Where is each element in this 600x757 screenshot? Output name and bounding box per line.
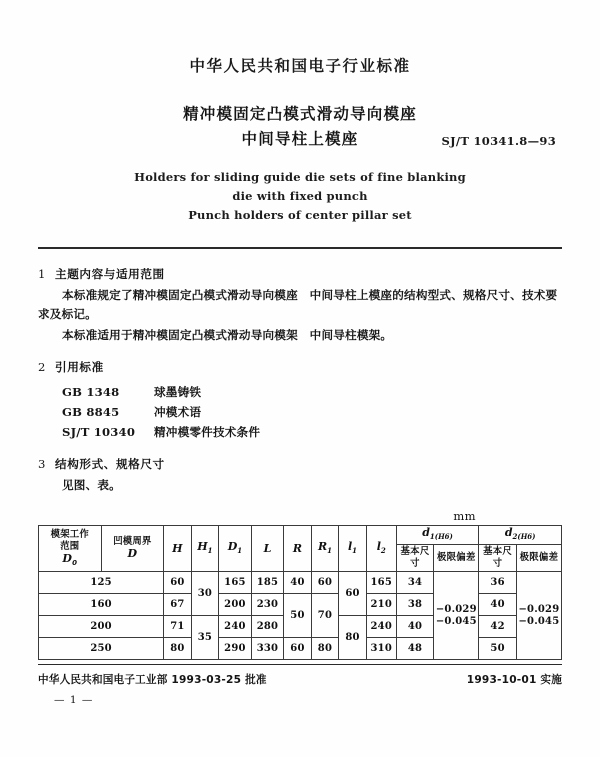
cell-l2: 165	[366, 572, 396, 594]
cell-H: 60	[164, 572, 192, 594]
footer-approval: 中华人民共和国电子工业部 1993-03-25 批准	[38, 674, 267, 686]
document-header	[0, 0, 600, 225]
col-header-l1-subscript: 1	[352, 545, 357, 555]
cell-l1: 60	[339, 572, 367, 616]
cell-l1: 80	[339, 616, 367, 660]
cell-D1: 165	[219, 572, 252, 594]
clause-1-paragraph-1: 本标准规定了精冲模固定凸模式滑动导向模座 中间导柱上模座的结构型式、规格尺寸、技术要求及标记。	[38, 288, 558, 321]
list-item	[38, 423, 562, 442]
cell-H1: 35	[191, 616, 219, 660]
clause-3-paragraph-1: 见图、表。	[62, 478, 121, 492]
standard-number: SJ/T 10341.8—93	[441, 134, 556, 148]
clause-1-paragraph-2: 本标准适用于精冲模固定凸模式滑动导向模架 中间导柱模架。	[62, 328, 393, 342]
footer-implementation: 1993-10-01 实施	[466, 674, 562, 686]
clause-title-3: 结构形式、规格尺寸	[55, 457, 165, 471]
col-header-H1	[191, 526, 219, 572]
title-block	[0, 102, 600, 152]
title-cn-line2: 中间导柱上模座	[241, 130, 359, 148]
cell-d0: 200	[39, 616, 164, 638]
col-header-group-d2	[479, 526, 562, 545]
col-header-D1-subscript: 1	[237, 545, 243, 555]
cell-d0: 250	[39, 638, 164, 660]
clause-heading-2	[38, 358, 562, 377]
clause-number-1: 1	[38, 267, 46, 281]
table-row	[39, 594, 562, 616]
clause-title-2: 引用标准	[55, 360, 104, 374]
specification-table-area	[38, 509, 562, 660]
cell-R: 60	[284, 638, 312, 660]
cell-d0: 160	[39, 594, 164, 616]
title-en-line1: Holders for sliding guide die sets of fine blanking	[134, 170, 466, 184]
referenced-standards-list	[38, 383, 562, 442]
reference-name: 球墨铸铁	[154, 385, 202, 399]
clause-heading-1	[38, 265, 562, 284]
d2-deviation-lower: −0.045	[518, 615, 560, 627]
cell-d0: 125	[39, 572, 164, 594]
col-header-d0-line1: 模架工作	[50, 528, 89, 540]
col-header-d1-basic: 基本尺寸	[396, 545, 434, 572]
cell-D1: 290	[219, 638, 252, 660]
col-header-D1-symbol: D	[227, 539, 238, 553]
reference-name: 冲模术语	[154, 405, 202, 419]
cell-R1: 60	[311, 572, 339, 594]
col-header-R1-subscript: 1	[327, 545, 332, 555]
table-header	[39, 526, 562, 572]
cell-R: 40	[284, 572, 312, 594]
cell-H: 67	[164, 594, 192, 616]
cell-D1: 200	[219, 594, 252, 616]
reference-code: SJ/T 10340	[62, 425, 136, 439]
cell-L: 230	[251, 594, 284, 616]
col-header-d0-line2: 范围	[60, 540, 80, 552]
document-body	[38, 249, 562, 495]
col-header-d0	[39, 526, 102, 572]
standard-organization: 中华人民共和国电子行业标准	[189, 57, 411, 75]
cell-R1: 80	[311, 638, 339, 660]
document-title-en	[0, 168, 600, 225]
document-footer	[38, 672, 562, 706]
col-header-l2-subscript: 2	[380, 545, 386, 555]
table-body	[39, 572, 562, 660]
col-header-d-symbol: D	[127, 547, 138, 561]
cell-H: 71	[164, 616, 192, 638]
cell-l2: 310	[366, 638, 396, 660]
col-header-d1-deviation: 极限偏差	[434, 545, 479, 572]
list-item	[38, 403, 562, 422]
col-header-d0-subscript: 0	[72, 558, 78, 567]
col-header-H: H	[164, 526, 192, 572]
col-header-H1-subscript: 1	[207, 545, 213, 555]
col-header-d1-subscript: 1(H6)	[429, 532, 453, 542]
cell-L: 280	[251, 616, 284, 638]
cell-H1: 30	[191, 572, 219, 616]
cell-d1-basic: 34	[396, 572, 434, 594]
title-en-line2: die with fixed punch	[232, 189, 368, 203]
cell-d2-deviation	[516, 572, 561, 660]
clause-title-1: 主题内容与适用范围	[55, 267, 165, 281]
footer-divider	[38, 664, 562, 665]
col-header-d0-symbol: D	[62, 551, 73, 565]
d1-deviation-upper: −0.029	[435, 603, 477, 615]
clause-number-3: 3	[38, 457, 46, 471]
d1-deviation-lower: −0.045	[435, 615, 477, 627]
cell-d1-basic: 48	[396, 638, 434, 660]
reference-code: GB 1348	[62, 385, 120, 399]
d2-deviation-upper: −0.029	[518, 603, 560, 615]
cell-d1-basic: 38	[396, 594, 434, 616]
specification-table	[38, 525, 562, 660]
col-header-l2	[366, 526, 396, 572]
cell-d2-basic: 50	[479, 638, 517, 660]
cell-d2-basic: 36	[479, 572, 517, 594]
list-item	[38, 383, 562, 402]
col-header-d1-symbol: d	[422, 526, 430, 539]
clause-heading-3	[38, 455, 562, 474]
table-header-row-1	[39, 526, 562, 545]
col-header-l1-symbol: l	[347, 539, 353, 553]
table-row	[39, 638, 562, 660]
col-header-d2-deviation: 极限偏差	[516, 545, 561, 572]
cell-d2-basic: 42	[479, 616, 517, 638]
col-header-l1	[339, 526, 367, 572]
col-header-R1-symbol: R	[317, 539, 328, 553]
cell-R: 50	[284, 594, 312, 638]
table-row	[39, 572, 562, 594]
col-header-L: L	[251, 526, 284, 572]
cell-l2: 240	[366, 616, 396, 638]
clause-number-2: 2	[38, 360, 46, 374]
col-header-d	[101, 526, 164, 572]
col-header-l2-symbol: l	[376, 539, 381, 553]
table-unit-label: mm	[453, 509, 476, 523]
col-header-d2-subscript: 2(H6)	[512, 532, 536, 542]
page-number: — 1 —	[54, 694, 94, 706]
col-header-R: R	[284, 526, 312, 572]
cell-d2-basic: 40	[479, 594, 517, 616]
cell-L: 330	[251, 638, 284, 660]
col-header-R1	[311, 526, 339, 572]
col-header-d2-basic: 基本尺寸	[479, 545, 517, 572]
col-header-group-d1	[396, 526, 479, 545]
footer-row	[38, 672, 562, 687]
title-cn-line1: 精冲模固定凸模式滑动导向模座	[183, 105, 417, 123]
cell-d1-deviation	[434, 572, 479, 660]
col-header-H1-symbol: H	[197, 539, 208, 553]
reference-code: GB 8845	[62, 405, 120, 419]
cell-L: 185	[251, 572, 284, 594]
cell-l2: 210	[366, 594, 396, 616]
col-header-d2-symbol: d	[504, 526, 513, 539]
col-header-D1	[219, 526, 252, 572]
cell-H: 80	[164, 638, 192, 660]
cell-D1: 240	[219, 616, 252, 638]
col-header-d-label: 凹模周界	[113, 536, 152, 548]
cell-d1-basic: 40	[396, 616, 434, 638]
title-en-line3: Punch holders of center pillar set	[188, 208, 412, 222]
reference-name: 精冲模零件技术条件	[154, 425, 261, 439]
cell-R1: 70	[311, 594, 339, 638]
